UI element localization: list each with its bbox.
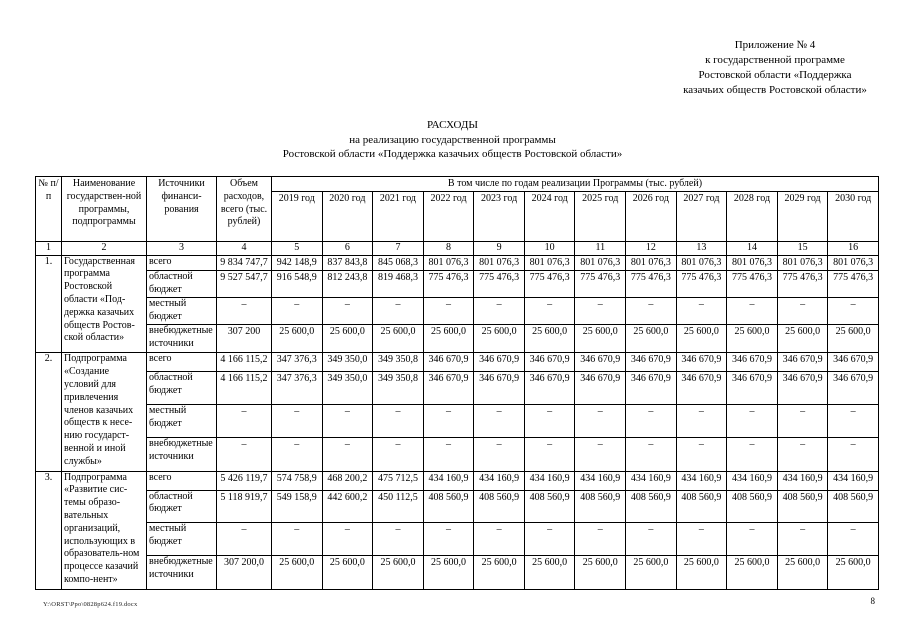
program-name: Государственная программа Ростовской области «Под-держка казачьих обществ Ростов-ской области» xyxy=(62,255,147,353)
year-value: – xyxy=(828,437,879,471)
year-value: 25 600,0 xyxy=(524,555,575,589)
table-row xyxy=(36,405,879,438)
total-value: – xyxy=(217,523,272,556)
year-value: 434 160,9 xyxy=(727,471,778,490)
year-value: 25 600,0 xyxy=(373,325,424,353)
year-value: – xyxy=(524,298,575,325)
header-row xyxy=(36,177,879,192)
year-value: 25 600,0 xyxy=(676,325,727,353)
year-value: 775 476,3 xyxy=(575,271,626,298)
year-value: – xyxy=(676,405,727,438)
year-value: 775 476,3 xyxy=(828,271,879,298)
row-number: 3. xyxy=(36,471,62,589)
year-value: 434 160,9 xyxy=(524,471,575,490)
year-value: – xyxy=(524,523,575,556)
table-row xyxy=(36,523,879,556)
program-name: Подпрограмма «Создание условий для привлечения членов казачьих обществ к несе-нию государст-венной и иной службы» xyxy=(62,353,147,471)
column-number: 15 xyxy=(777,241,828,255)
year-value: – xyxy=(777,437,828,471)
document-title xyxy=(0,118,905,162)
year-value: 346 670,9 xyxy=(626,372,677,405)
year-value: 408 560,9 xyxy=(575,490,626,523)
column-number: 1 xyxy=(36,241,62,255)
column-number: 13 xyxy=(676,241,727,255)
col-header-source: Источники финанси-рования xyxy=(147,177,217,242)
row-number: 1. xyxy=(36,255,62,353)
year-value: – xyxy=(575,523,626,556)
year-value: 916 548,9 xyxy=(272,271,323,298)
year-value: 812 243,8 xyxy=(322,271,373,298)
total-value: 307 200,0 xyxy=(217,555,272,589)
year-value: – xyxy=(676,437,727,471)
table-row xyxy=(36,372,879,405)
year-value: – xyxy=(828,523,879,556)
year-value: 775 476,3 xyxy=(727,271,778,298)
year-value: 346 670,9 xyxy=(676,372,727,405)
year-value: 25 600,0 xyxy=(828,555,879,589)
column-number: 7 xyxy=(373,241,424,255)
appendix-line: Приложение № 4 xyxy=(734,39,816,51)
col-header-year: 2026 год xyxy=(626,191,677,241)
col-header-year: 2022 год xyxy=(423,191,474,241)
col-header-year: 2030 год xyxy=(828,191,879,241)
year-value: 349 350,8 xyxy=(373,353,424,372)
total-value: – xyxy=(217,405,272,438)
year-value: 775 476,3 xyxy=(777,271,828,298)
year-value: 574 758,9 xyxy=(272,471,323,490)
source-label: всего xyxy=(147,353,217,372)
total-value: 307 200 xyxy=(217,325,272,353)
table-row xyxy=(36,353,879,372)
column-number: 16 xyxy=(828,241,879,255)
col-header-year: 2028 год xyxy=(727,191,778,241)
year-value: 801 076,3 xyxy=(423,255,474,271)
year-value: 25 600,0 xyxy=(777,325,828,353)
table-row xyxy=(36,437,879,471)
appendix-line: казачьих обществ Ростовской области» xyxy=(683,84,867,96)
total-value: 5 426 119,7 xyxy=(217,471,272,490)
year-value: 408 560,9 xyxy=(423,490,474,523)
year-value: 25 600,0 xyxy=(322,325,373,353)
year-value: 775 476,3 xyxy=(474,271,525,298)
table-row xyxy=(36,555,879,589)
year-value: 25 600,0 xyxy=(272,325,323,353)
year-value: 837 843,8 xyxy=(322,255,373,271)
table-row xyxy=(36,255,879,271)
year-value: 25 600,0 xyxy=(322,555,373,589)
year-value: – xyxy=(322,523,373,556)
year-value: 25 600,0 xyxy=(828,325,879,353)
year-value: 346 670,9 xyxy=(727,353,778,372)
year-value: – xyxy=(423,405,474,438)
year-value: 434 160,9 xyxy=(575,471,626,490)
year-value: 346 670,9 xyxy=(423,353,474,372)
year-value: – xyxy=(727,298,778,325)
year-value: – xyxy=(373,523,424,556)
year-value: 801 076,3 xyxy=(474,255,525,271)
year-value: 408 560,9 xyxy=(777,490,828,523)
year-value: 475 712,5 xyxy=(373,471,424,490)
column-number: 3 xyxy=(147,241,217,255)
source-label: областной бюджет xyxy=(147,372,217,405)
col-header-name: Наименование государствен-ной программы, подпрограммы xyxy=(62,177,147,242)
year-value: 942 148,9 xyxy=(272,255,323,271)
year-value: – xyxy=(575,405,626,438)
year-value: – xyxy=(575,437,626,471)
total-value: 4 166 115,2 xyxy=(217,353,272,372)
year-value: – xyxy=(727,437,778,471)
source-label: местный бюджет xyxy=(147,405,217,438)
year-value: – xyxy=(777,298,828,325)
year-value: – xyxy=(272,523,323,556)
year-value: 346 670,9 xyxy=(474,353,525,372)
year-value: – xyxy=(777,523,828,556)
year-value: – xyxy=(676,298,727,325)
year-value: 25 600,0 xyxy=(575,555,626,589)
col-header-total: Объем расходов, всего (тыс. рублей) xyxy=(217,177,272,242)
year-value: 408 560,9 xyxy=(626,490,677,523)
table-head xyxy=(36,177,879,256)
year-value: 801 076,3 xyxy=(828,255,879,271)
year-value: 349 350,0 xyxy=(322,372,373,405)
col-header-year: 2019 год xyxy=(272,191,323,241)
year-value: 346 670,9 xyxy=(423,372,474,405)
year-value: 346 670,9 xyxy=(575,372,626,405)
year-value: 434 160,9 xyxy=(474,471,525,490)
year-value: 346 670,9 xyxy=(524,372,575,405)
year-value: 434 160,9 xyxy=(828,471,879,490)
year-value: 775 476,3 xyxy=(626,271,677,298)
year-value: 25 600,0 xyxy=(272,555,323,589)
table-row xyxy=(36,325,879,353)
total-value: 9 527 547,7 xyxy=(217,271,272,298)
year-value: 801 076,3 xyxy=(727,255,778,271)
column-number: 2 xyxy=(62,241,147,255)
year-value: 775 476,3 xyxy=(524,271,575,298)
year-value: 346 670,9 xyxy=(474,372,525,405)
title-line: на реализацию государственной программы xyxy=(349,133,556,146)
year-value: 434 160,9 xyxy=(777,471,828,490)
total-value: 4 166 115,2 xyxy=(217,372,272,405)
year-value: 801 076,3 xyxy=(575,255,626,271)
year-value: 25 600,0 xyxy=(423,555,474,589)
year-value: – xyxy=(272,405,323,438)
year-value: – xyxy=(272,298,323,325)
column-number: 11 xyxy=(575,241,626,255)
year-value: 347 376,3 xyxy=(272,353,323,372)
title-line: Ростовской области «Поддержка казачьих обществ Ростовской области» xyxy=(282,148,623,160)
year-value: – xyxy=(373,298,424,325)
year-value: 346 670,9 xyxy=(828,372,879,405)
col-header-year: 2029 год xyxy=(777,191,828,241)
column-number: 5 xyxy=(272,241,323,255)
year-value: 408 560,9 xyxy=(828,490,879,523)
appendix-line: Ростовской области «Поддержка xyxy=(698,69,852,81)
year-value: 346 670,9 xyxy=(676,353,727,372)
year-value: 25 600,0 xyxy=(474,325,525,353)
year-value: – xyxy=(575,298,626,325)
year-value: 349 350,0 xyxy=(322,353,373,372)
year-value: 549 158,9 xyxy=(272,490,323,523)
year-value: – xyxy=(676,523,727,556)
program-name: Подпрограмма «Развитие сис-темы образо-вательных организаций, использующих в образователь-ном процессе казачий компо-нент» xyxy=(62,471,147,589)
source-label: местный бюджет xyxy=(147,298,217,325)
column-number: 14 xyxy=(727,241,778,255)
col-header-num: № п/п xyxy=(36,177,62,242)
year-value: – xyxy=(373,405,424,438)
year-value: 25 600,0 xyxy=(777,555,828,589)
column-number: 6 xyxy=(322,241,373,255)
year-value: 25 600,0 xyxy=(524,325,575,353)
year-value: 801 076,3 xyxy=(626,255,677,271)
year-value: 346 670,9 xyxy=(727,372,778,405)
year-value: 25 600,0 xyxy=(626,325,677,353)
year-value: – xyxy=(524,405,575,438)
year-value: – xyxy=(474,405,525,438)
year-value: – xyxy=(322,298,373,325)
year-value: 25 600,0 xyxy=(626,555,677,589)
appendix-line: к государственной программе xyxy=(705,54,845,66)
expenses-table xyxy=(35,176,879,590)
column-number: 10 xyxy=(524,241,575,255)
year-value: 819 468,3 xyxy=(373,271,424,298)
col-header-year: 2023 год xyxy=(474,191,525,241)
year-value: 346 670,9 xyxy=(524,353,575,372)
col-header-year: 2027 год xyxy=(676,191,727,241)
year-value: 25 600,0 xyxy=(575,325,626,353)
table-row xyxy=(36,471,879,490)
year-value: 346 670,9 xyxy=(575,353,626,372)
year-value: 801 076,3 xyxy=(524,255,575,271)
year-value: – xyxy=(626,298,677,325)
col-header-year: 2025 год xyxy=(575,191,626,241)
year-value: 25 600,0 xyxy=(474,555,525,589)
year-value: 347 376,3 xyxy=(272,372,323,405)
year-value: – xyxy=(474,437,525,471)
year-value: 442 600,2 xyxy=(322,490,373,523)
year-value: – xyxy=(322,405,373,438)
year-value: 408 560,9 xyxy=(474,490,525,523)
year-value: 801 076,3 xyxy=(676,255,727,271)
total-value: – xyxy=(217,437,272,471)
column-number-row xyxy=(36,241,879,255)
col-header-years-group: В том числе по годам реализации Программы (тыс. рублей) xyxy=(272,177,879,192)
year-value: 468 200,2 xyxy=(322,471,373,490)
source-label: всего xyxy=(147,471,217,490)
year-value: 434 160,9 xyxy=(423,471,474,490)
column-number: 8 xyxy=(423,241,474,255)
title-line: РАСХОДЫ xyxy=(426,119,479,131)
appendix-block xyxy=(660,38,890,98)
year-value: – xyxy=(423,437,474,471)
year-value: – xyxy=(423,298,474,325)
year-value: 346 670,9 xyxy=(828,353,879,372)
row-number: 2. xyxy=(36,353,62,471)
source-label: внебюджетные источники xyxy=(147,437,217,471)
source-label: всего xyxy=(147,255,217,271)
year-value: – xyxy=(828,405,879,438)
source-label: внебюджетные источники xyxy=(147,325,217,353)
total-value: 5 118 919,7 xyxy=(217,490,272,523)
year-value: 408 560,9 xyxy=(524,490,575,523)
year-value: 25 600,0 xyxy=(676,555,727,589)
source-label: областной бюджет xyxy=(147,490,217,523)
column-number: 9 xyxy=(474,241,525,255)
table-row xyxy=(36,490,879,523)
year-value: 434 160,9 xyxy=(626,471,677,490)
year-value: 349 350,8 xyxy=(373,372,424,405)
year-value: – xyxy=(626,437,677,471)
col-header-year: 2024 год xyxy=(524,191,575,241)
year-value: – xyxy=(626,405,677,438)
year-value: – xyxy=(828,298,879,325)
table-row xyxy=(36,271,879,298)
year-value: – xyxy=(777,405,828,438)
total-value: – xyxy=(217,298,272,325)
year-value: 346 670,9 xyxy=(626,353,677,372)
col-header-year: 2021 год xyxy=(373,191,424,241)
page-number: 8 xyxy=(870,596,875,606)
table-row xyxy=(36,298,879,325)
year-value: – xyxy=(626,523,677,556)
year-value: – xyxy=(727,405,778,438)
year-value: 801 076,3 xyxy=(777,255,828,271)
year-value: – xyxy=(524,437,575,471)
year-value: 25 600,0 xyxy=(373,555,424,589)
year-value: 25 600,0 xyxy=(727,325,778,353)
col-header-year: 2020 год xyxy=(322,191,373,241)
file-path: Y:\ORST\Ppo\0828p624.f19.docx xyxy=(43,601,138,608)
year-value: 775 476,3 xyxy=(676,271,727,298)
year-value: 775 476,3 xyxy=(423,271,474,298)
year-value: – xyxy=(423,523,474,556)
year-value: 408 560,9 xyxy=(727,490,778,523)
year-value: – xyxy=(727,523,778,556)
year-value: – xyxy=(322,437,373,471)
year-value: 450 112,5 xyxy=(373,490,424,523)
source-label: местный бюджет xyxy=(147,523,217,556)
year-value: 845 068,3 xyxy=(373,255,424,271)
total-value: 9 834 747,7 xyxy=(217,255,272,271)
year-value: – xyxy=(272,437,323,471)
year-value: – xyxy=(373,437,424,471)
source-label: внебюджетные источники xyxy=(147,555,217,589)
source-label: областной бюджет xyxy=(147,271,217,298)
year-value: 408 560,9 xyxy=(676,490,727,523)
table-body xyxy=(36,255,879,589)
year-value: 434 160,9 xyxy=(676,471,727,490)
year-value: – xyxy=(474,298,525,325)
year-value: 346 670,9 xyxy=(777,353,828,372)
year-value: 346 670,9 xyxy=(777,372,828,405)
year-value: 25 600,0 xyxy=(423,325,474,353)
year-value: 25 600,0 xyxy=(727,555,778,589)
column-number: 4 xyxy=(217,241,272,255)
column-number: 12 xyxy=(626,241,677,255)
year-value: – xyxy=(474,523,525,556)
